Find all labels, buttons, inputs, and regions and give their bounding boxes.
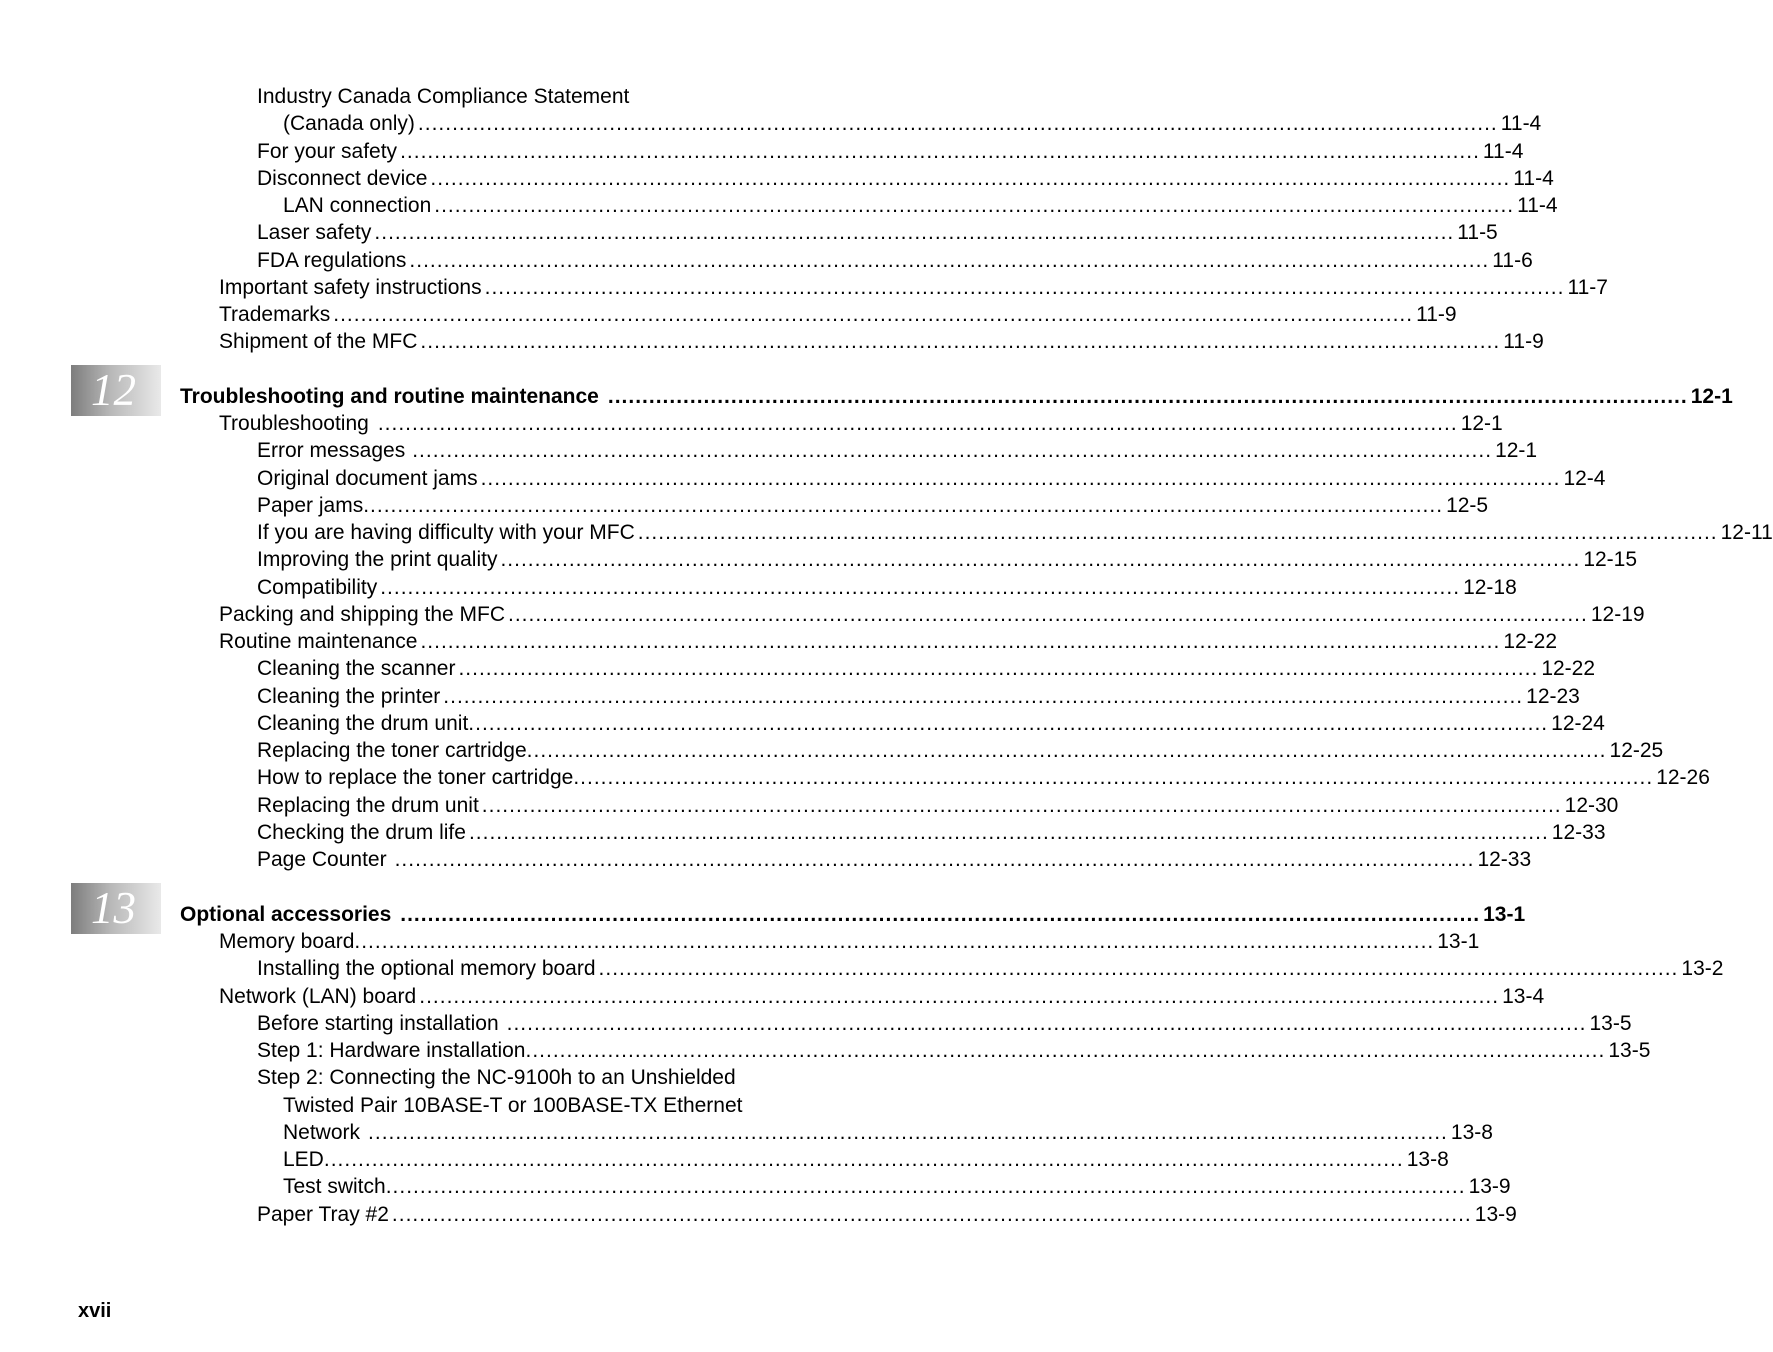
leader-dots: ..............................................................................................................................................................: [637, 521, 1718, 544]
entry-title: For your safety: [257, 140, 398, 163]
entry-title: Laser safety: [257, 221, 372, 244]
leader-dots: ..............................................................................................................................................................: [323, 1148, 1404, 1171]
entry-page: 12-33: [1477, 848, 1532, 871]
entry-title: Test switch: [283, 1175, 386, 1198]
leader-dots: ..............................................................................................................................................................: [400, 903, 1481, 926]
entry-page: 11-4: [1517, 194, 1558, 217]
entry-title: Page Counter: [257, 848, 387, 871]
entry-page: 12-26: [1656, 766, 1710, 789]
entry-title: Cleaning the drum unit: [257, 712, 469, 735]
leader-dots: ..............................................................................................................................................................: [420, 330, 1501, 353]
toc-entry[interactable]: [257, 764, 1710, 791]
entry-title: Step 2: Connecting the NC-9100h to an Unshielded: [257, 1066, 736, 1089]
entry-title: Compatibility: [257, 576, 378, 599]
chapter-number: 13: [91, 883, 136, 933]
toc-entry[interactable]: [283, 110, 1542, 137]
entry-title: Replacing the drum unit: [257, 794, 479, 817]
entry-title: (Canada only): [283, 112, 415, 135]
entry-page: 13-9: [1468, 1175, 1511, 1198]
toc-entry[interactable]: [257, 792, 1619, 819]
entry-title: Replacing the toner cartridge: [257, 739, 527, 762]
leader-dots: ..............................................................................................................................................................: [363, 494, 1444, 517]
entry-page: 11-9: [1503, 330, 1544, 353]
entry-page: 11-7: [1567, 276, 1608, 299]
entry-title: Before starting installation: [257, 1012, 499, 1035]
toc-entry[interactable]: [257, 683, 1580, 710]
entry-title: Paper jams: [257, 494, 364, 517]
entry-page: 11-6: [1492, 249, 1533, 272]
toc-entry[interactable]: [219, 301, 1457, 328]
toc-chapter-entry[interactable]: [180, 383, 1733, 410]
entry-page: 12-18: [1463, 576, 1517, 599]
page-number: xvii: [78, 1300, 112, 1322]
toc-entry[interactable]: [257, 655, 1596, 682]
entry-title: LAN connection: [283, 194, 432, 217]
leader-dots: ..............................................................................................................................................................: [430, 167, 1511, 190]
entry-page: 13-5: [1589, 1012, 1632, 1035]
toc-entry[interactable]: [219, 628, 1558, 655]
entry-title: Important safety instructions: [219, 276, 482, 299]
chapter-12-badge: [71, 365, 161, 416]
entry-title: Routine maintenance: [219, 630, 418, 653]
entry-page: 12-4: [1563, 467, 1606, 490]
toc-entry[interactable]: [219, 410, 1503, 437]
entry-page: 12-25: [1609, 739, 1664, 762]
entry-page: 11-4: [1482, 140, 1524, 163]
leader-dots: ..............................................................................................................................................................: [526, 739, 1607, 762]
toc-entry[interactable]: [219, 328, 1544, 355]
entry-page: 13-5: [1608, 1039, 1651, 1062]
entry-title: Installing the optional memory board: [257, 957, 596, 980]
entry-page: 12-5: [1446, 494, 1489, 517]
entry-page: 13-8: [1406, 1148, 1449, 1171]
leader-dots: ..............................................................................................................................................................: [417, 112, 1498, 135]
leader-dots: ..............................................................................................................................................................: [484, 276, 1565, 299]
leader-dots: ..............................................................................................................................................................: [400, 140, 1480, 163]
toc-entry[interactable]: [257, 219, 1498, 246]
leader-dots: ..............................................................................................................................................................: [525, 1039, 1606, 1062]
entry-title: Network: [283, 1121, 361, 1144]
leader-dots: ..............................................................................................................................................................: [368, 1121, 1448, 1144]
entry-page: 12-19: [1590, 603, 1645, 626]
leader-dots: ..............................................................................................................................................................: [506, 1012, 1587, 1035]
toc-entry[interactable]: [257, 955, 1724, 982]
toc-entry[interactable]: [219, 983, 1545, 1010]
leader-dots: ..............................................................................................................................................................: [374, 221, 1455, 244]
toc-entry[interactable]: [257, 846, 1532, 873]
entry-page: 12-1: [1690, 385, 1733, 408]
entry-title: Network (LAN) board: [219, 985, 417, 1008]
toc-entry[interactable]: [257, 1010, 1632, 1037]
toc-entry[interactable]: [257, 710, 1605, 737]
entry-page: 12-24: [1551, 712, 1605, 735]
entry-title: Troubleshooting: [219, 412, 369, 435]
entry-title: Trademarks: [219, 303, 331, 326]
entry-title: Checking the drum life: [257, 821, 466, 844]
entry-page: 11-5: [1457, 221, 1498, 244]
toc-entry[interactable]: [283, 192, 1558, 219]
entry-page: 12-22: [1541, 657, 1596, 680]
entry-title: If you are having difficulty with your MFC: [257, 521, 635, 544]
entry-page: 11-9: [1416, 303, 1457, 326]
toc-entry[interactable]: [257, 819, 1606, 846]
leader-dots: ..............................................................................................................................................................: [391, 1203, 1472, 1226]
entry-page: 12-23: [1526, 685, 1580, 708]
toc-chapter-entry[interactable]: [180, 901, 1526, 928]
entry-title: LED: [283, 1148, 324, 1171]
leader-dots: ..............................................................................................................................................................: [607, 385, 1688, 408]
entry-page: 12-1: [1460, 412, 1503, 435]
entry-page: 12-15: [1583, 548, 1638, 571]
entry-title: Step 1: Hardware installation: [257, 1039, 526, 1062]
entry-page: 11-4: [1513, 167, 1554, 190]
toc-entry[interactable]: [257, 1064, 736, 1091]
toc-entry[interactable]: [257, 574, 1517, 601]
leader-dots: ..............................................................................................................................................................: [354, 930, 1435, 953]
toc-entry[interactable]: [283, 1146, 1449, 1173]
entry-title: Twisted Pair 10BASE-T or 100BASE-TX Ethernet: [283, 1094, 743, 1117]
toc-entry[interactable]: [219, 928, 1480, 955]
entry-title: Paper Tray #2: [257, 1203, 389, 1226]
leader-dots: ..............................................................................................................................................................: [458, 657, 1539, 680]
toc-entry[interactable]: [257, 437, 1538, 464]
leader-dots: ..............................................................................................................................................................: [420, 630, 1501, 653]
chapter-number: 12: [91, 365, 136, 415]
entry-title: Cleaning the scanner: [257, 657, 456, 680]
entry-title: Memory board: [219, 930, 355, 953]
entry-title: FDA regulations: [257, 249, 407, 272]
leader-dots: ..............................................................................................................................................................: [480, 467, 1561, 490]
leader-dots: ..............................................................................................................................................................: [380, 576, 1461, 599]
entry-page: 11-4: [1500, 112, 1542, 135]
toc-entry[interactable]: [257, 247, 1533, 274]
entry-page: 13-4: [1502, 985, 1545, 1008]
toc-entry[interactable]: [257, 519, 1773, 546]
entry-page: 13-2: [1681, 957, 1724, 980]
entry-title: Optional accessories: [180, 903, 392, 926]
entry-page: 12-33: [1551, 821, 1606, 844]
toc-entry[interactable]: [257, 546, 1638, 573]
entry-title: How to replace the toner cartridge: [257, 766, 574, 789]
leader-dots: ..............................................................................................................................................................: [385, 1175, 1466, 1198]
leader-dots: ..............................................................................................................................................................: [481, 794, 1562, 817]
entry-page: 12-30: [1564, 794, 1619, 817]
leader-dots: ..............................................................................................................................................................: [333, 303, 1414, 326]
entry-page: 12-11: [1720, 521, 1773, 544]
toc-entry[interactable]: [257, 165, 1554, 192]
entry-page: 12-1: [1495, 439, 1538, 462]
chapter-13-badge: [71, 883, 161, 934]
leader-dots: ..............................................................................................................................................................: [377, 412, 1458, 435]
toc-entry[interactable]: [257, 1037, 1651, 1064]
toc-entry[interactable]: [257, 83, 629, 110]
leader-dots: ..............................................................................................................................................................: [500, 548, 1581, 571]
leader-dots: ..............................................................................................................................................................: [434, 194, 1515, 217]
entry-title: Packing and shipping the MFC: [219, 603, 505, 626]
entry-page: 13-1: [1437, 930, 1480, 953]
entry-title: Original document jams: [257, 467, 478, 490]
entry-title: Error messages: [257, 439, 406, 462]
toc-entry[interactable]: [257, 465, 1606, 492]
entry-title: Industry Canada Compliance Statement: [257, 85, 630, 108]
entry-title: Improving the print quality: [257, 548, 498, 571]
leader-dots: ..............................................................................................................................................................: [598, 957, 1679, 980]
toc-entry[interactable]: [257, 492, 1489, 519]
leader-dots: ..............................................................................................................................................................: [443, 685, 1524, 708]
entry-page: 13-8: [1450, 1121, 1493, 1144]
toc-entry[interactable]: [283, 1092, 743, 1119]
leader-dots: ..............................................................................................................................................................: [409, 249, 1490, 272]
entry-page: 13-1: [1483, 903, 1526, 926]
leader-dots: ..............................................................................................................................................................: [508, 603, 1588, 626]
toc-entry[interactable]: [257, 1201, 1517, 1228]
toc-entry[interactable]: [219, 601, 1645, 628]
toc-entry[interactable]: [257, 737, 1664, 764]
entry-page: 12-22: [1503, 630, 1558, 653]
toc-entry[interactable]: [257, 138, 1524, 165]
leader-dots: ..............................................................................................................................................................: [419, 985, 1500, 1008]
leader-dots: ..............................................................................................................................................................: [394, 848, 1475, 871]
leader-dots: ..............................................................................................................................................................: [468, 712, 1549, 735]
toc-entry[interactable]: [283, 1119, 1493, 1146]
entry-title: Disconnect device: [257, 167, 428, 190]
entry-title: Troubleshooting and routine maintenance: [180, 385, 599, 408]
entry-page: 13-9: [1474, 1203, 1517, 1226]
leader-dots: ..............................................................................................................................................................: [468, 821, 1549, 844]
leader-dots: ..............................................................................................................................................................: [412, 439, 1493, 462]
entry-title: Shipment of the MFC: [219, 330, 418, 353]
toc-entry[interactable]: [219, 274, 1608, 301]
leader-dots: ..............................................................................................................................................................: [573, 766, 1654, 789]
toc-entry[interactable]: [283, 1173, 1511, 1200]
entry-title: Cleaning the printer: [257, 685, 441, 708]
